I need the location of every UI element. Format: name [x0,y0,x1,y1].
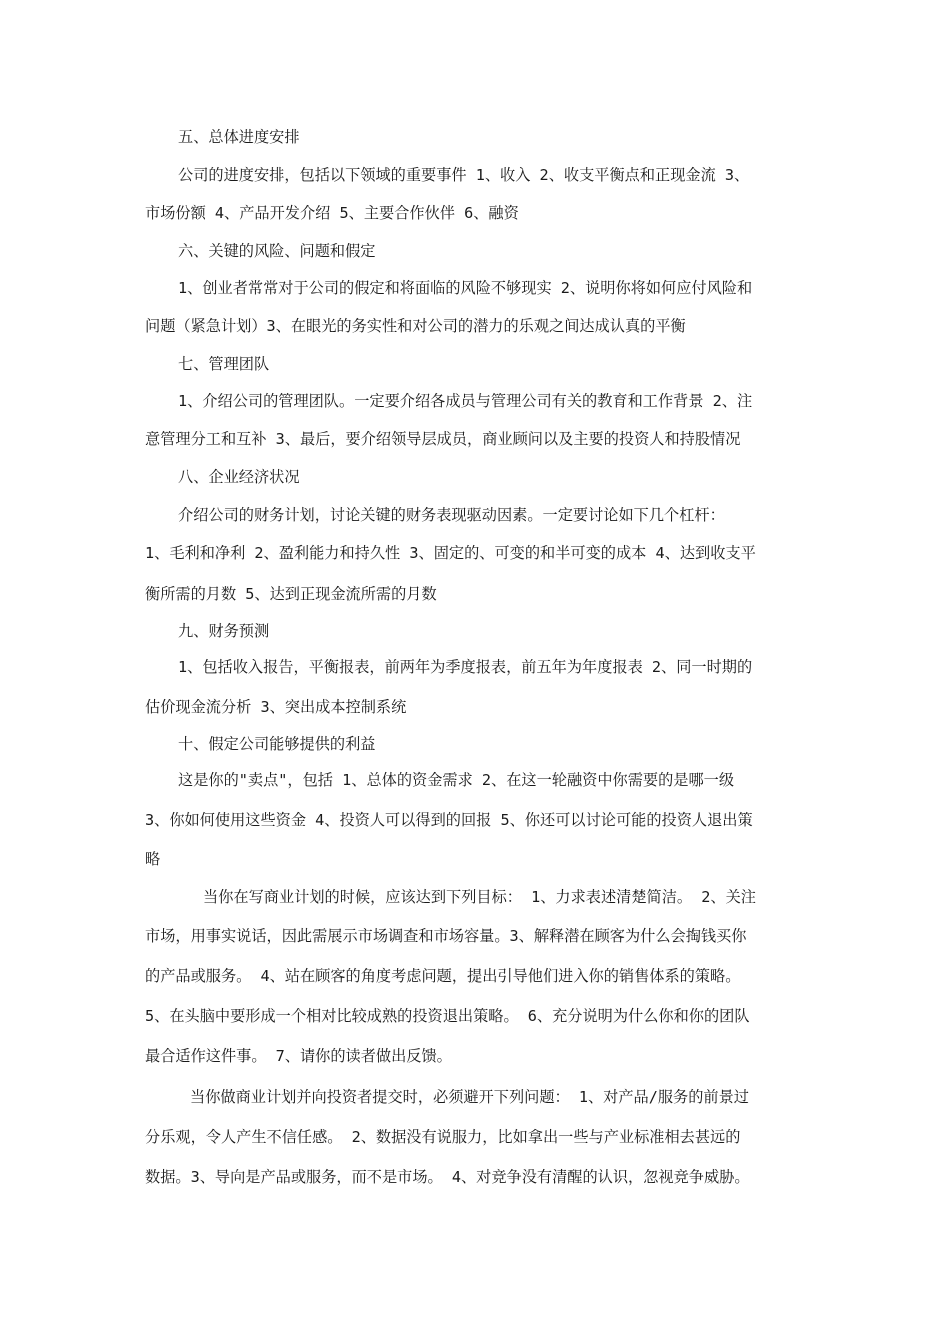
paragraph-line: 5、在头脑中要形成一个相对比较成熟的投资退出策略。 6、充分说明为什么你和你的团队 [145,1007,750,1025]
paragraph-line: 估价现金流分析 3、突出成本控制系统 [145,698,407,716]
paragraph-line: 1、创业者常常对于公司的假定和将面临的风险不够现实 2、说明你将如何应付风险和 [178,279,753,297]
paragraph-line: 市场份额 4、产品开发介绍 5、主要合作伙伴 6、融资 [145,204,519,222]
paragraph-line: 这是你的"卖点"，包括 1、总体的资金需求 2、在这一轮融资中你需要的是哪一级 [178,771,735,789]
paragraph-line: 分乐观，令人产生不信任感。 2、数据没有说服力，比如拿出一些与产业标准相去甚远的 [145,1128,741,1146]
paragraph-line: 数据。3、导向是产品或服务，而不是市场。 4、对竞争没有清醒的认识，忽视竞争威胁。 [145,1168,750,1186]
paragraph-line: 最合适作这件事。 7、请你的读者做出反馈。 [145,1047,452,1065]
paragraph-line: 当你在写商业计划的时候，应该达到下列目标： 1、力求表述清楚简洁。 2、关注 [203,888,756,906]
section-heading-8: 八、企业经济状况 [178,468,300,486]
paragraph-line: 市场，用事实说话，因此需展示市场调查和市场容量。3、解释潜在顾客为什么会掏钱买你 [145,927,747,945]
paragraph-line: 略 [145,850,161,868]
section-heading-6: 六、关键的风险、问题和假定 [178,242,376,260]
paragraph-line: 3、你如何使用这些资金 4、投资人可以得到的回报 5、你还可以讨论可能的投资人退出策 [145,811,753,829]
section-heading-10: 十、假定公司能够提供的利益 [178,735,376,753]
section-heading-9: 九、财务预测 [178,622,270,640]
paragraph-line: 问题（紧急计划）3、在眼光的务实性和对公司的潜力的乐观之间达成认真的平衡 [145,317,686,335]
paragraph-line: 1、毛利和净利 2、盈利能力和持久性 3、固定的、可变的和半可变的成本 4、达到收支平 [145,544,756,562]
paragraph-line: 公司的进度安排，包括以下领域的重要事件 1、收入 2、收支平衡点和正现金流 3、 [178,166,750,184]
section-heading-5: 五、总体进度安排 [178,128,300,146]
paragraph-line: 的产品或服务。 4、站在顾客的角度考虑问题，提出引导他们进入你的销售体系的策略。 [145,967,741,985]
paragraph-line: 当你做商业计划并向投资者提交时，必须避开下列问题： 1、对产品/服务的前景过 [190,1088,749,1106]
paragraph-line: 1、介绍公司的管理团队。一定要介绍各成员与管理公司有关的教育和工作背景 2、注 [178,392,753,410]
paragraph-line: 意管理分工和互补 3、最后，要介绍领导层成员，商业顾问以及主要的投资人和持股情况 [145,430,741,448]
paragraph-line: 1、包括收入报告，平衡报表，前两年为季度报表，前五年为年度报表 2、同一时期的 [178,658,753,676]
section-heading-7: 七、管理团队 [178,355,270,373]
paragraph-line: 衡所需的月数 5、达到正现金流所需的月数 [145,585,437,603]
paragraph-line: 介绍公司的财务计划，讨论关键的财务表现驱动因素。一定要讨论如下几个杠杆： [178,506,725,524]
